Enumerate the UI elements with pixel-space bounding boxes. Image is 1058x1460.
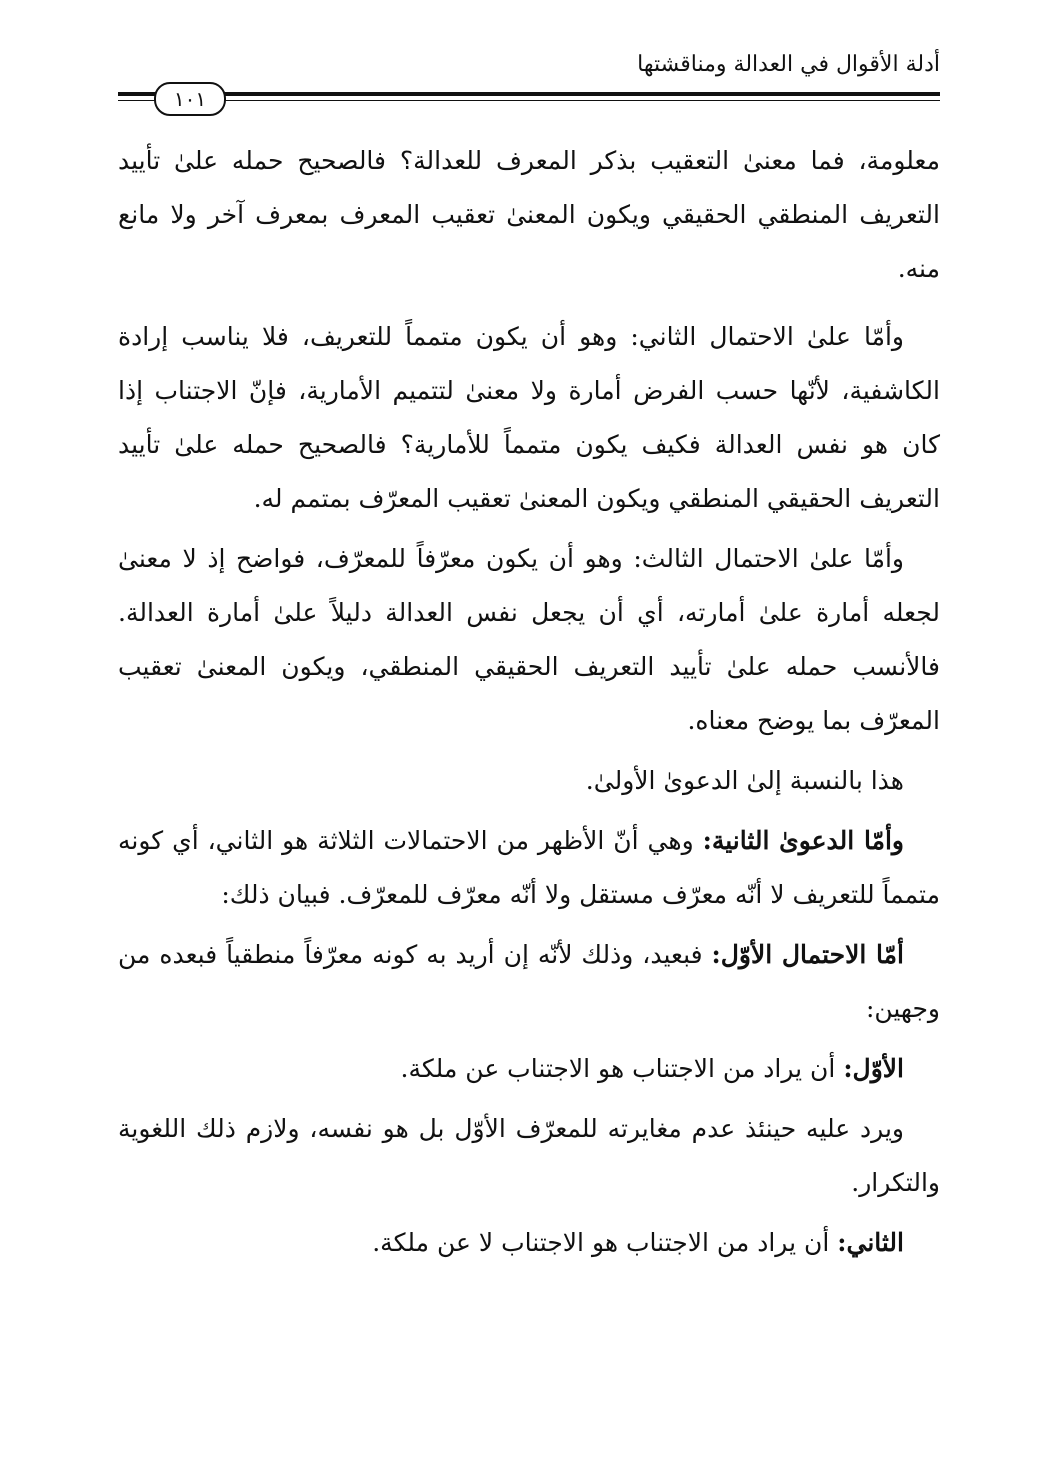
header-rule-thick (118, 92, 940, 96)
paragraph-5 (118, 814, 940, 922)
paragraph-2: وأمّا علىٰ الاحتمال الثاني: وهو أن يكون متمماً للتعريف، فلا يناسب إرادة الكاشفية، لأنّها حسب الفرض أمارة ولا معنىٰ لتتميم الأمارية، فإنّ الاجتناب إذا كان هو نفس العدالة فكيف يكون متمماً للأمارية؟ فالصحيح حمله علىٰ تأييد التعريف الحقيقي المنطقي ويكون المعنىٰ تعقيب المعرّف بمتمم له. (118, 322, 940, 513)
paragraph-9-lead: الثاني: (837, 1228, 904, 1257)
running-title: أدلة الأقوال في العدالة ومناقشتها (637, 52, 940, 77)
paragraph-8: ويرد عليه حينئذ عدم مغايرته للمعرّف الأوّل بل هو نفسه، ولازم ذلك اللغوية والتكرار. (118, 1114, 940, 1197)
page-header (118, 40, 940, 120)
paragraph-7-lead: الأوّل: (843, 1054, 904, 1083)
paragraph-9 (118, 1216, 940, 1270)
body-text (118, 134, 940, 1270)
paragraph-7 (118, 1042, 940, 1096)
page-number: ١٠١ (154, 82, 226, 116)
paragraph-6-lead: أمّا الاحتمال الأوّل: (711, 940, 904, 969)
paragraph-9-text: أن يراد من الاجتناب هو الاجتناب لا عن ملكة. (372, 1228, 838, 1257)
paragraph-4: هذا بالنسبة إلىٰ الدعوىٰ الأولىٰ. (585, 766, 904, 795)
paragraph-6-text: فبعيد، وذلك لأنّه إن أريد به كونه معرّفاً منطقياً فبعده من وجهين: (118, 940, 940, 1023)
paragraph-7-text: أن يراد من الاجتناب هو الاجتناب عن ملكة. (400, 1054, 844, 1083)
paragraph-5-lead: وأمّا الدعوىٰ الثانية: (702, 826, 904, 855)
header-rule-thin (118, 100, 940, 101)
paragraph-1: معلومة، فما معنىٰ التعقيب بذكر المعرف للعدالة؟ فالصحيح حمله علىٰ تأييد التعريف المنطقي الحقيقي ويكون المعنىٰ تعقيب المعرف بمعرف آخر ولا مانع منه. (118, 146, 940, 283)
paragraph-5-text: وهي أنّ الأظهر من الاحتمالات الثلاثة هو الثاني، أي كونه متمماً للتعريف لا أنّه معرّف مستقل ولا أنّه معرّف للمعرّف. فبيان ذلك: (118, 826, 940, 909)
paragraph-6 (118, 928, 940, 1036)
paragraph-3: وأمّا علىٰ الاحتمال الثالث: وهو أن يكون معرّفاً للمعرّف، فواضح إذ لا معنىٰ لجعله أمارة علىٰ أمارته، أي أن يجعل نفس العدالة دليلاً علىٰ أمارة العدالة. فالأنسب حمله علىٰ تأييد التعريف الحقيقي المنطقي، ويكون المعنىٰ تعقيب المعرّف بما يوضح معناه. (118, 544, 940, 735)
